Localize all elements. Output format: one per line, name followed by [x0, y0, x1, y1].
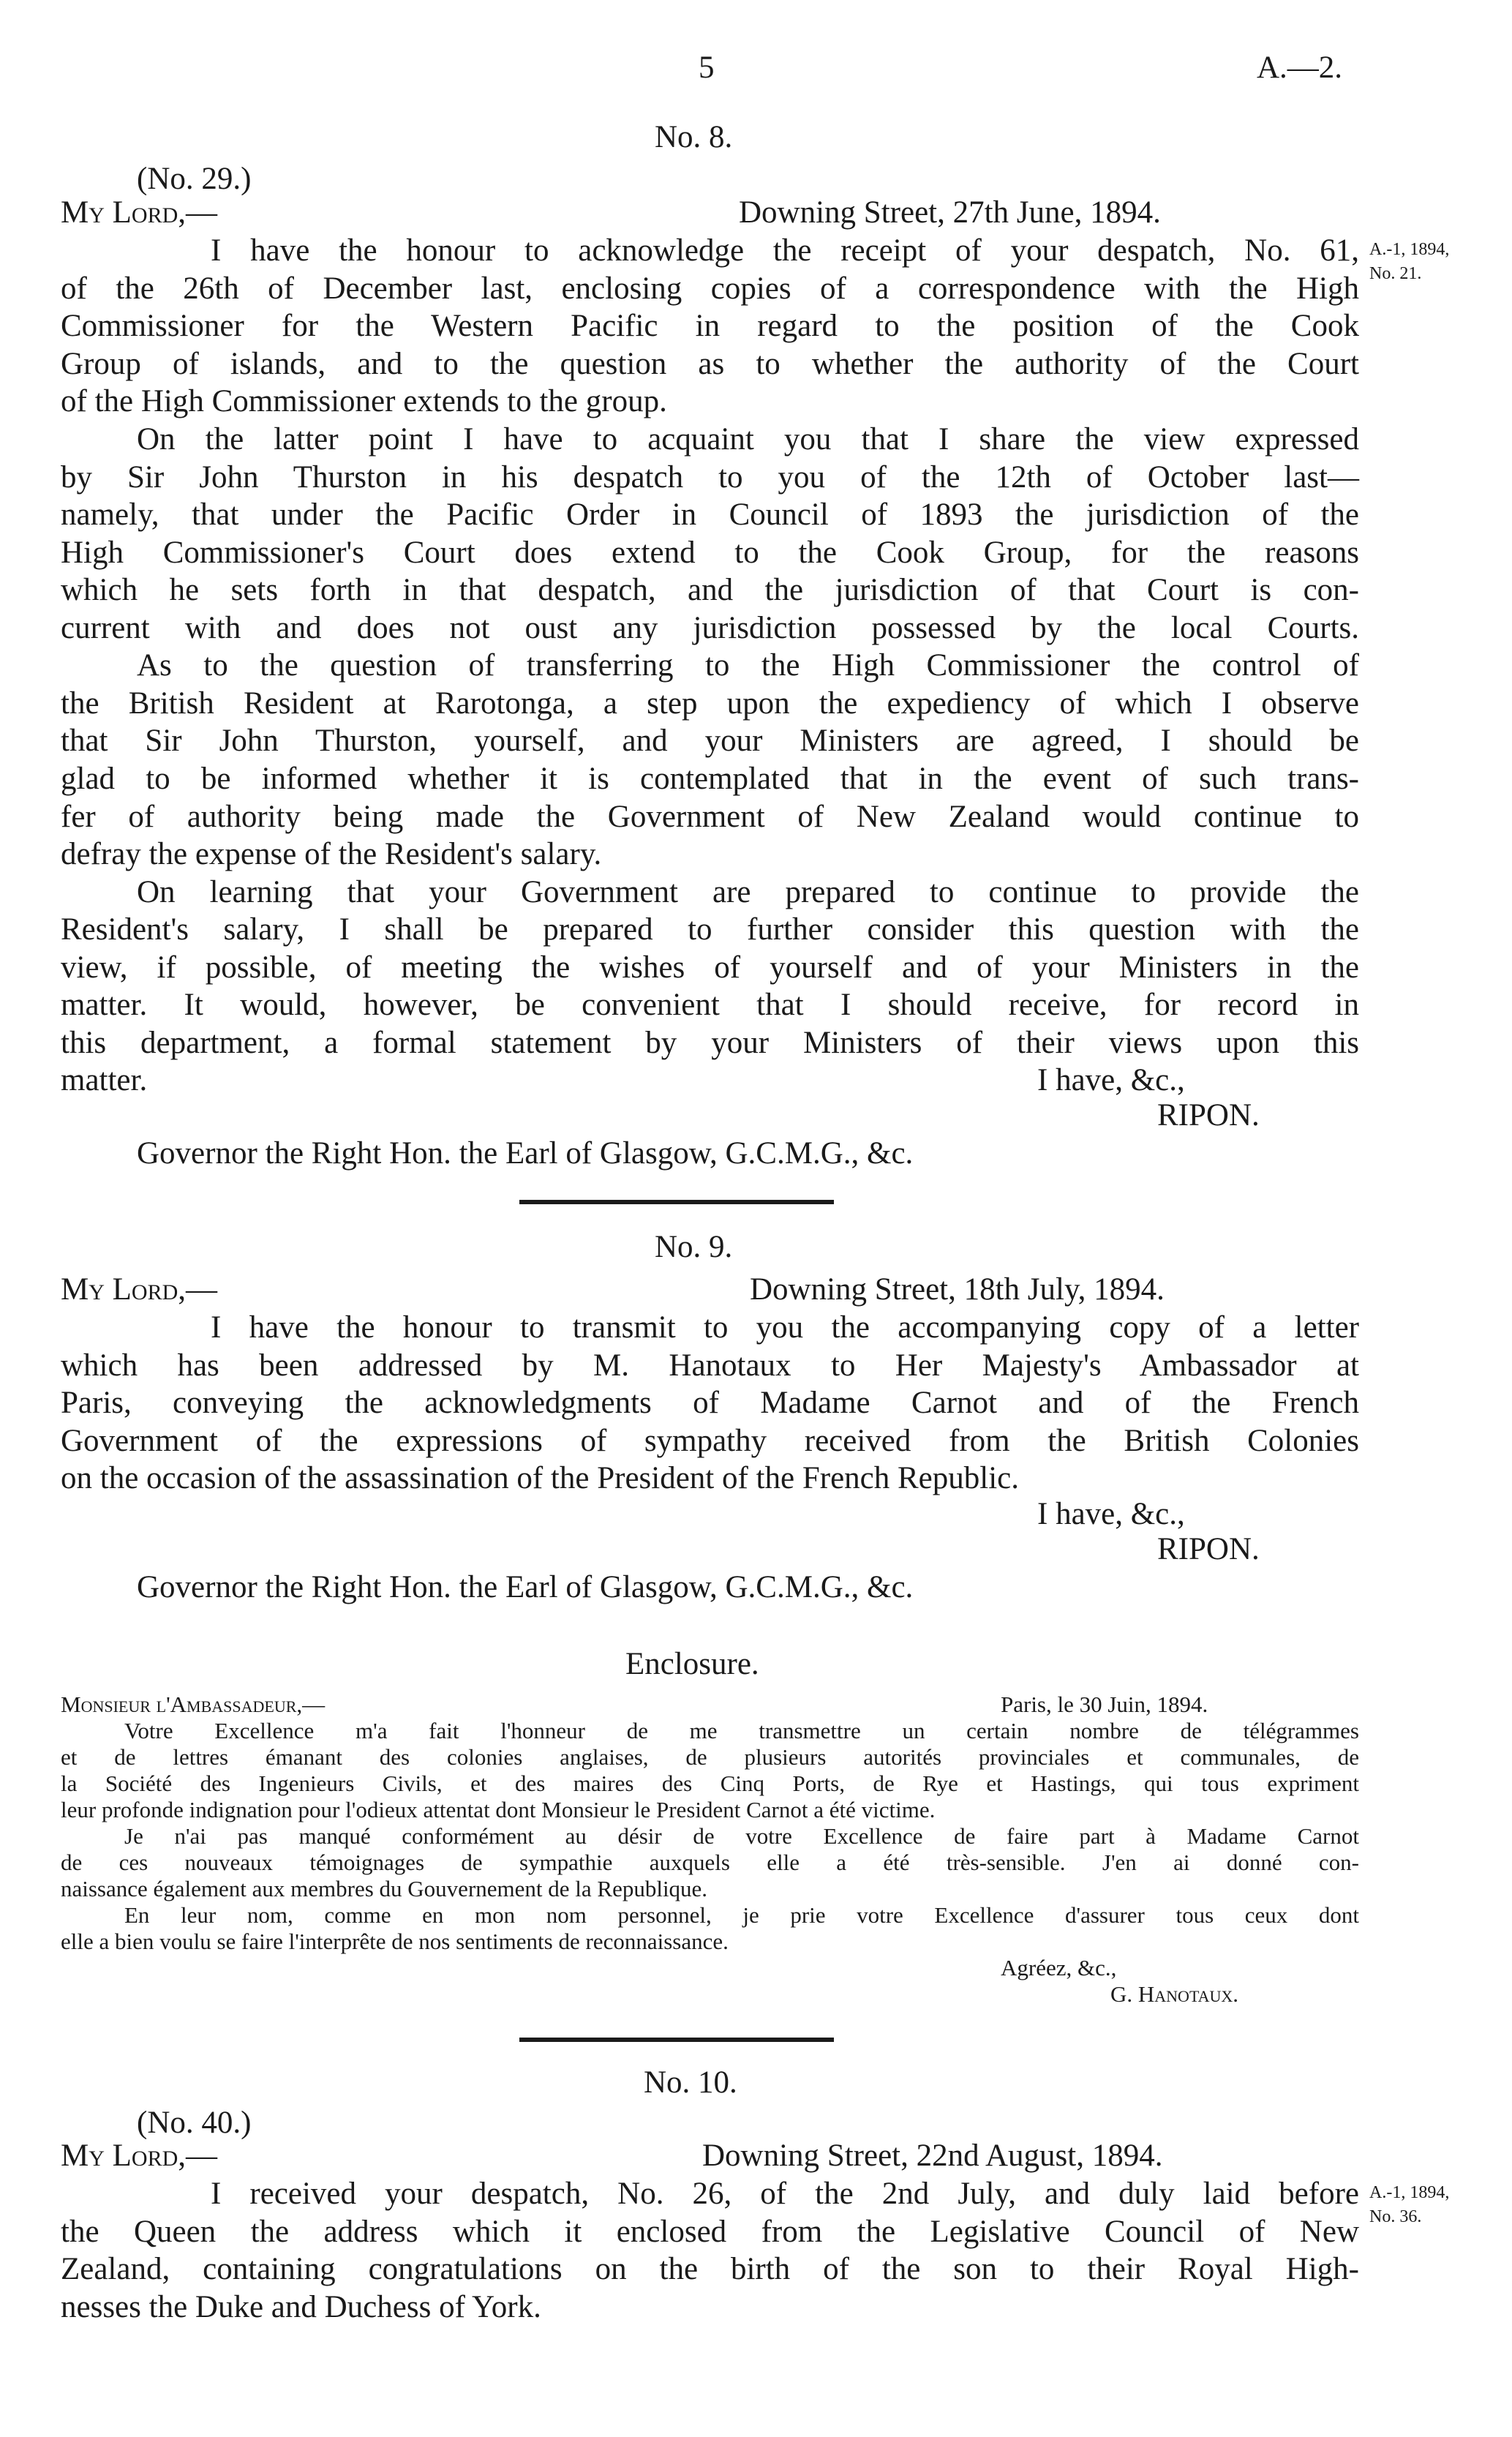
- despatch-8-line: by Sir John Thurston in his despatch to you of the 12th of October last—: [61, 460, 1359, 495]
- despatch-8-line: that Sir John Thurston, yourself, and your Ministers are agreed, I should be: [61, 724, 1359, 758]
- despatch-8-place-date: Downing Street, 27th June, 1894.: [739, 195, 1161, 230]
- despatch-8-margin-note-1: A.-1, 1894,: [1369, 240, 1450, 259]
- despatch-9-signature: RIPON.: [1157, 1532, 1260, 1566]
- despatch-8-line: namely, that under the Pacific Order in Council of 1893 the jurisdiction of the: [61, 497, 1359, 532]
- despatch-8-margin-note-2: No. 21.: [1369, 264, 1422, 283]
- despatch-9-line: I have the honour to transmit to you the accompanying copy of a letter: [211, 1310, 1359, 1345]
- despatch-8-line: I have the honour to acknowledge the receipt of your despatch, No. 61,: [211, 233, 1359, 268]
- despatch-8-line: Commissioner for the Western Pacific in regard to the position of the Cook: [61, 309, 1359, 343]
- despatch-8-line: As to the question of transferring to the High Commissioner the control of: [137, 648, 1359, 683]
- despatch-number-9: No. 9.: [655, 1230, 733, 1264]
- document-reference: A.—2.: [1257, 50, 1343, 85]
- despatch-9-addressee: Governor the Right Hon. the Earl of Glasgow, G.C.M.G., &c.: [137, 1570, 914, 1604]
- despatch-8-line: Group of islands, and to the question as to whether the authority of the Court: [61, 347, 1359, 381]
- despatch-10-margin-note-2: No. 36.: [1369, 2207, 1422, 2226]
- enclosure-title: Enclosure.: [625, 1647, 759, 1681]
- despatch-8-line: of the High Commissioner extends to the group.: [61, 384, 667, 418]
- section-divider: [519, 2038, 834, 2042]
- despatch-8-line: which he sets forth in that despatch, and the jurisdiction of that Court is con-: [61, 573, 1359, 607]
- despatch-8-signature: RIPON.: [1157, 1098, 1260, 1133]
- enclosure-line: de ces nouveaux témoignages de sympathie auxquels elle a été très-sensible. J'en ai donné con-: [61, 1850, 1359, 1875]
- despatch-10-line: Zealand, containing congratulations on the birth of the son to their Royal High-: [61, 2252, 1359, 2286]
- despatch-8-line: view, if possible, of meeting the wishes of yourself and of your Ministers in the: [61, 950, 1359, 985]
- despatch-8-closing: I have, &c.,: [1037, 1063, 1185, 1097]
- enclosure-closing: Agréez, &c.,: [1001, 1955, 1117, 1980]
- despatch-8-line: of the 26th of December last, enclosing copies of a correspondence with the High: [61, 271, 1359, 306]
- enclosure-line: naissance également aux membres du Gouvernement de la Republique.: [61, 1876, 708, 1901]
- enclosure-line: la Société des Ingenieurs Civils, et des maires des Cinq Ports, de Rye et Hastings, qui tous expriment: [61, 1771, 1359, 1796]
- enclosure-line: leur profonde indignation pour l'odieux attentat dont Monsieur le President Carnot a été victime.: [61, 1797, 936, 1822]
- enclosure-line: Je n'ai pas manqué conformément au désir de votre Excellence de faire part à Madame Carnot: [124, 1823, 1359, 1849]
- despatch-10-ref: (No. 40.): [137, 2106, 252, 2140]
- despatch-10-salutation: My Lord,—: [61, 2139, 218, 2173]
- despatch-9-line: Government of the expressions of sympathy received from the British Colonies: [61, 1424, 1359, 1458]
- despatch-10-margin-note-1: A.-1, 1894,: [1369, 2183, 1450, 2202]
- despatch-8-ref: (No. 29.): [137, 162, 252, 196]
- despatch-8-line: matter. It would, however, be convenient that I should receive, for record in: [61, 988, 1359, 1022]
- despatch-10-place-date: Downing Street, 22nd August, 1894.: [702, 2139, 1163, 2173]
- despatch-9-salutation: My Lord,—: [61, 1272, 218, 1307]
- despatch-8-line: this department, a formal statement by your Ministers of their views upon this: [61, 1026, 1359, 1060]
- despatch-9-line: Paris, conveying the acknowledgments of Madame Carnot and of the French: [61, 1386, 1359, 1420]
- despatch-9-place-date: Downing Street, 18th July, 1894.: [750, 1272, 1165, 1307]
- despatch-number-8: No. 8.: [655, 120, 733, 154]
- despatch-10-line: the Queen the address which it enclosed from the Legislative Council of New: [61, 2215, 1359, 2249]
- despatch-8-addressee: Governor the Right Hon. the Earl of Glasgow, G.C.M.G., &c.: [137, 1136, 914, 1171]
- section-divider: [519, 1200, 834, 1204]
- enclosure-signature: G. Hanotaux.: [1110, 1981, 1239, 2007]
- despatch-9-closing: I have, &c.,: [1037, 1497, 1185, 1531]
- enclosure-place-date: Paris, le 30 Juin, 1894.: [1001, 1691, 1208, 1717]
- despatch-10-line: I received your despatch, No. 26, of the 2nd July, and duly laid before: [211, 2177, 1359, 2211]
- page-number: 5: [699, 50, 715, 85]
- despatch-8-line: current with and does not oust any jurisdiction possessed by the local Courts.: [61, 611, 1359, 645]
- enclosure-line: Votre Excellence m'a fait l'honneur de me transmettre un certain nombre de télégrammes: [124, 1718, 1359, 1743]
- enclosure-line: elle a bien voulu se faire l'interprête de nos sentiments de reconnaissance.: [61, 1929, 729, 1954]
- despatch-8-line: High Commissioner's Court does extend to the Cook Group, for the reasons: [61, 536, 1359, 570]
- enclosure-line: et de lettres émanant des colonies anglaises, de plusieurs autorités provinciales et communales, de: [61, 1744, 1359, 1770]
- despatch-8-salutation: My Lord,—: [61, 195, 218, 230]
- despatch-8-line: glad to be informed whether it is contemplated that in the event of such trans-: [61, 762, 1359, 796]
- despatch-8-line: matter.: [61, 1063, 148, 1097]
- despatch-8-line: Resident's salary, I shall be prepared to further consider this question with the: [61, 912, 1359, 947]
- despatch-9-line: which has been addressed by M. Hanotaux to Her Majesty's Ambassador at: [61, 1348, 1359, 1383]
- despatch-8-line: On learning that your Government are prepared to continue to provide the: [137, 875, 1359, 909]
- despatch-number-10: No. 10.: [644, 2065, 737, 2100]
- despatch-8-line: the British Resident at Rarotonga, a step upon the expediency of which I observe: [61, 686, 1359, 721]
- despatch-10-line: nesses the Duke and Duchess of York.: [61, 2290, 541, 2324]
- despatch-9-line: on the occasion of the assassination of the President of the French Republic.: [61, 1461, 1019, 1495]
- despatch-8-line: fer of authority being made the Government of New Zealand would continue to: [61, 800, 1359, 834]
- despatch-8-line: defray the expense of the Resident's salary.: [61, 837, 602, 871]
- enclosure-salutation: Monsieur l'Ambassadeur,—: [61, 1691, 326, 1717]
- enclosure-line: En leur nom, comme en mon nom personnel, je prie votre Excellence d'assurer tous ceux dont: [124, 1902, 1359, 1928]
- despatch-8-line: On the latter point I have to acquaint you that I share the view expressed: [137, 422, 1359, 457]
